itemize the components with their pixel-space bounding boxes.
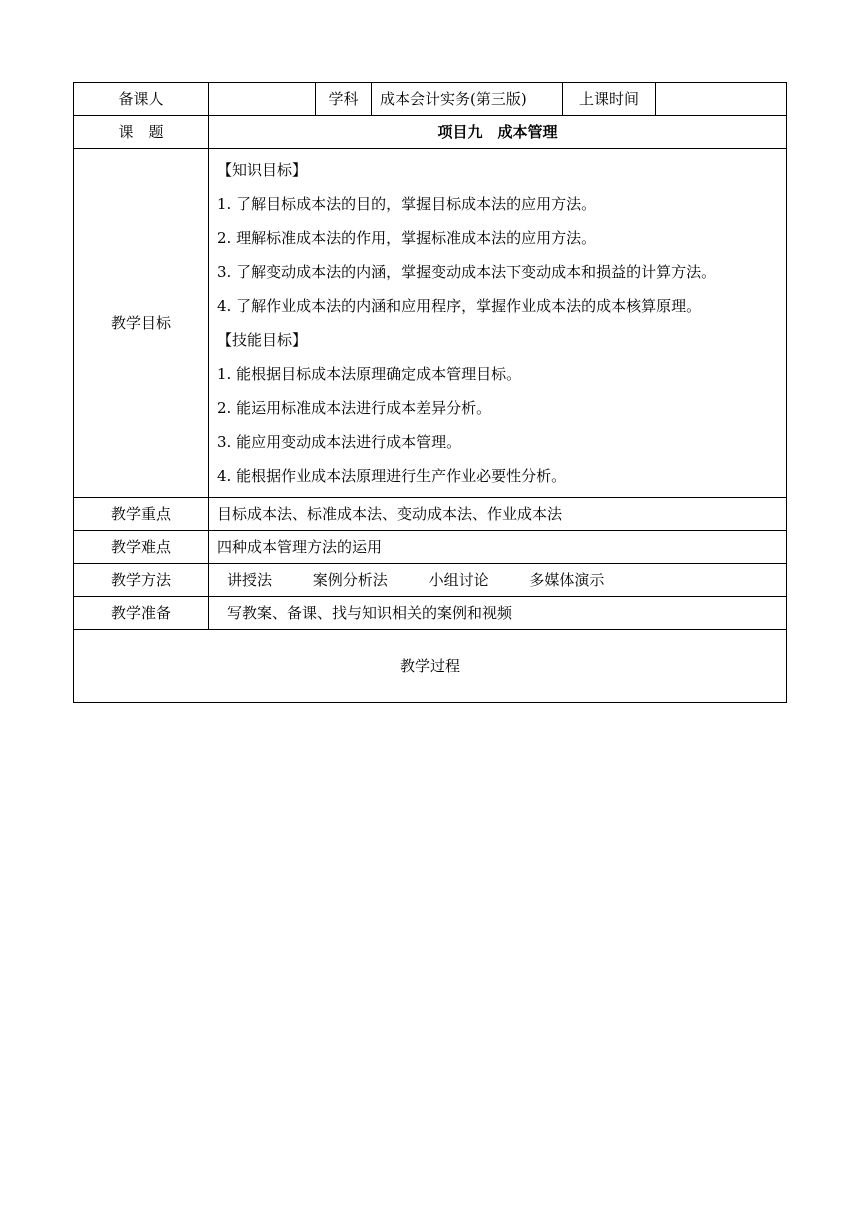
- skill-heading: 【技能目标】: [217, 331, 308, 349]
- preparer-label: 备课人: [74, 83, 209, 116]
- key-points-label: 教学重点: [74, 498, 209, 531]
- knowledge-item: 1. 了解目标成本法的目的，掌握目标成本法的应用方法。: [217, 195, 597, 213]
- key-points-row: [74, 498, 787, 531]
- methods-row: [74, 564, 787, 597]
- key-points-value: 目标成本法、标准成本法、变动成本法、作业成本法: [209, 498, 787, 531]
- knowledge-item: 3. 了解变动成本法的内涵，掌握变动成本法下变动成本和损益的计算方法。: [217, 263, 717, 281]
- subject-value: 成本会计实务(第三版): [372, 83, 563, 116]
- preparation-label: 教学准备: [74, 597, 209, 630]
- preparation-value: 写教案、备课、找与知识相关的案例和视频: [209, 597, 787, 630]
- knowledge-heading: 【知识目标】: [217, 161, 308, 179]
- process-heading: 教学过程: [74, 630, 787, 703]
- skill-item: 4. 能根据作业成本法原理进行生产作业必要性分析。: [217, 467, 567, 485]
- topic-value: 项目九 成本管理: [209, 116, 787, 149]
- time-label: 上课时间: [563, 83, 656, 116]
- difficulties-label: 教学难点: [74, 531, 209, 564]
- knowledge-item: 2. 理解标准成本法的作用，掌握标准成本法的应用方法。: [217, 229, 597, 247]
- lesson-plan-table: [73, 82, 787, 703]
- skill-item: 3. 能应用变动成本法进行成本管理。: [217, 433, 462, 451]
- topic-label: 课 题: [74, 116, 209, 149]
- method-item: 案例分析法: [312, 571, 388, 589]
- objectives-label: 教学目标: [74, 149, 209, 498]
- difficulties-value: 四种成本管理方法的运用: [209, 531, 787, 564]
- methods-value: [209, 564, 787, 597]
- subject-label: 学科: [316, 83, 372, 116]
- methods-label: 教学方法: [74, 564, 209, 597]
- process-row: [74, 630, 787, 703]
- method-item: 多媒体演示: [529, 571, 605, 589]
- objectives-content: [209, 149, 787, 498]
- time-value: [656, 83, 787, 116]
- preparer-value: [209, 83, 316, 116]
- skill-item: 1. 能根据目标成本法原理确定成本管理目标。: [217, 365, 522, 383]
- knowledge-item: 4. 了解作业成本法的内涵和应用程序，掌握作业成本法的成本核算原理。: [217, 297, 702, 315]
- topic-row: [74, 116, 787, 149]
- preparation-row: [74, 597, 787, 630]
- header-row: [74, 83, 787, 116]
- method-item: 小组讨论: [428, 571, 489, 589]
- method-item: 讲授法: [227, 571, 273, 589]
- skill-item: 2. 能运用标准成本法进行成本差异分析。: [217, 399, 492, 417]
- difficulties-row: [74, 531, 787, 564]
- objectives-row: [74, 149, 787, 498]
